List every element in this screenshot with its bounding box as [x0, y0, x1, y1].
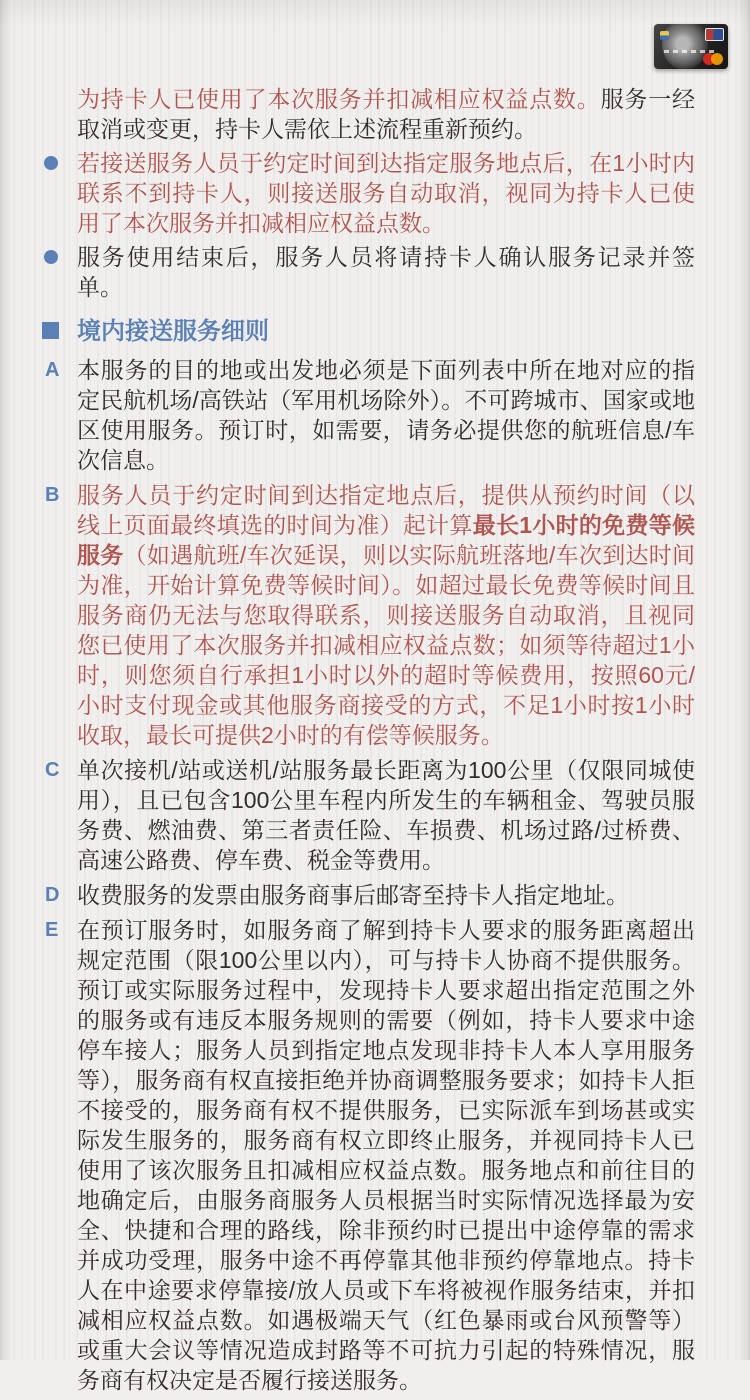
bank-card-logo [654, 24, 728, 69]
item-text-pre: 服务人员于约定时间到达指定地点后，提供从预约时间（以线上页面最终填选的时间为准）起计算 [77, 482, 695, 538]
bullet-item [77, 242, 695, 302]
item-letter: B [45, 484, 60, 506]
bullet-text: 若接送服务人员于约定时间到达指定服务地点后，在1小时内联系不到持卡人，则接送服务自动取消，视同为持卡人已使用了本次服务并扣减相应权益点数。 [77, 150, 695, 236]
term-item-e [45, 915, 695, 1395]
section-header [77, 316, 695, 347]
bullet-text: 服务使用结束后，服务人员将请持卡人确认服务记录并签单。 [77, 244, 695, 300]
bullet-item [77, 148, 695, 238]
intro-paragraph [77, 84, 695, 144]
term-item-d [45, 880, 695, 910]
item-letter: C [45, 759, 60, 781]
item-letter: A [45, 359, 60, 381]
section-square-icon [42, 322, 59, 339]
term-item-c [45, 755, 695, 875]
term-item-b [45, 480, 696, 750]
item-text: 单次接机/站或送机/站服务最长距离为100公里（仅限同城使用），且已包含100公里车程内所发生的车辆租金、驾驶员服务费、燃油费、第三者责任险、车损费、机场过路/过桥费、高速公路费、停车费、税金等费用。 [77, 757, 695, 873]
bullet-dot-icon [44, 250, 58, 264]
section-title: 境内接送服务细则 [77, 318, 269, 345]
intro-dark-text: 服务一经取消或变更，持卡人需依上述流程重新预约。 [77, 86, 696, 142]
card-chip-icon [660, 31, 669, 40]
item-text: 本服务的目的地或出发地必须是下面列表中所在地对应的指定民航机场/高铁站（军用机场除外）。不可跨城市、国家或地区使用服务。预订时，如需要，请务必提供您的航班信息/车次信息。 [77, 357, 695, 473]
item-text-bold: 最长1小时的免费等候服务 [77, 512, 696, 568]
intro-red-text: 为持卡人已使用了本次服务并扣减相应权益点数。 [77, 86, 601, 112]
terms-page [45, 84, 696, 1400]
item-text: 收费服务的发票由服务商事后邮寄至持卡人指定地址。 [77, 882, 629, 908]
item-letter: D [45, 884, 60, 906]
item-text: 在预订服务时，如服务商了解到持卡人要求的服务距离超出规定范围（限100公里以内），可与持卡人协商不提供服务。预订或实际服务过程中，发现持卡人要求超出指定范围之外的服务或有违反本服务规则的需要（例如，持卡人要求中途停车接人；服务人员到指定地点发现非持卡人本人享用服务等），服务商有权直接拒绝并协商调整服务要求；如持卡人拒不接受的，服务商有权不提供服务，已实际派车到场甚或实际发生服务的，服务商有权立即终止服务，并视同持卡人已使用了该次服务且扣减相应权益点数。服务地点和前往目的地确定后，由服务商服务人员根据当时实际情况选择最为安全、快捷和合理的路线，除非预约时已提出中途停靠的需求并成功受理，服务中途不再停靠其他非预约停靠地点。持卡人在中途要求停靠接/放人员或下车将被视作服务结束，并扣减相应权益点数。如遇极端天气（红色暴雨或台风预警等）或重大会议等情况造成封路等不可抗力引起的特殊情况，服务商有权决定是否履行接送服务。 [77, 917, 695, 1393]
leopard-image [662, 24, 708, 69]
item-letter: E [45, 919, 59, 941]
bullet-dot-icon [44, 156, 58, 170]
term-item-a [45, 355, 695, 475]
mastercard-icon [703, 53, 723, 65]
item-text-post: （如遇航班/车次延误，则以实际航班落地/车次到达时间为准，开始计算免费等候时间）。如超过最长免费等候时间且服务商仍无法与您取得联系，则接送服务自动取消，且视同您已使用了本次服务并扣减相应权益点数；如须等待超过1小时，则您须自行承担1小时以外的超时等候费用，按照60元/小时支付现金或其他服务商接受的方式，不足1小时按1小时收取，最长可提供2小时的有偿等候服务。 [77, 542, 696, 748]
unionpay-icon [705, 28, 724, 41]
